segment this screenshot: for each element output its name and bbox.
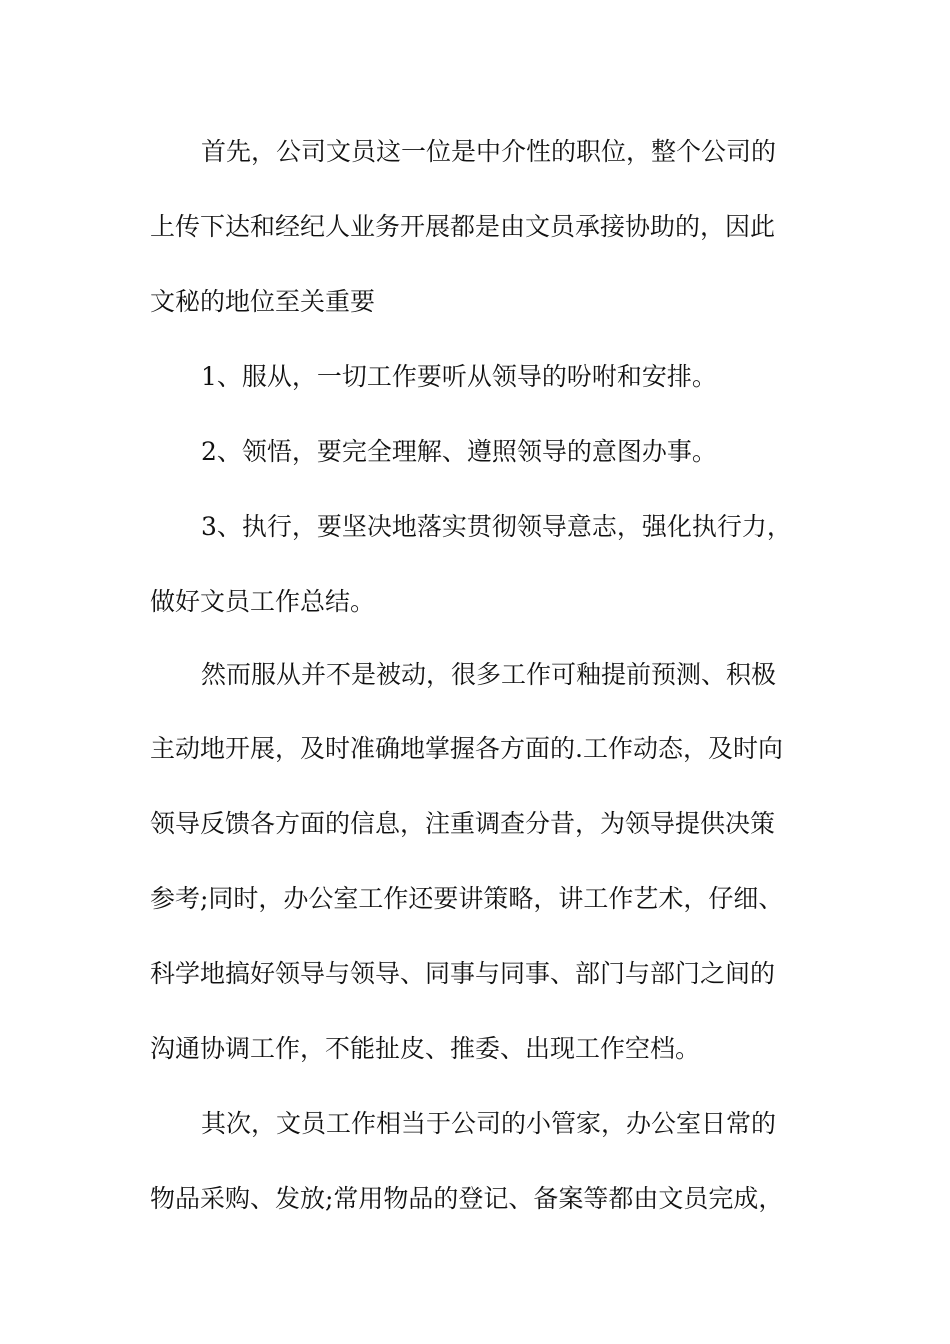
paragraph-2-line-6: 沟通协调工作，不能扯皮、推委、出现工作空档。 [150,1034,701,1063]
paragraph-2-line-4: 参考;同时，办公室工作还要讲策略，讲工作艺术，仔细、 [150,884,784,913]
paragraph-3-line-1: 其次，文员工作相当于公司的小管家，办公室日常的 [201,1109,777,1138]
paragraph-1-line-3: 文秘的地位至关重要 [150,287,376,316]
list-item-2: 2、领悟，要完全理解、遵照领导的意图办事。 [201,437,717,466]
paragraph-2-line-3: 领导反馈各方面的信息，注重调查分昔，为领导提供决策 [150,809,776,838]
paragraph-2-line-1: 然而服从并不是被动，很多工作可釉提前预测、积极 [201,660,777,689]
list-item-3-line-2: 做好文员工作总结。 [150,587,376,616]
paragraph-2-line-5: 科学地搞好领导与领导、同事与同事、部门与部门之间的 [150,959,776,988]
list-item-1: 1、服从，一切工作要听从领导的吩咐和安排。 [201,362,717,391]
list-item-3-line-1: 3、执行，要坚决地落实贯彻领导意志，强化执行力， [201,512,792,541]
paragraph-1-line-1: 首先，公司文员这一位是中介性的职位，整个公司的 [201,137,777,166]
paragraph-3-line-2: 物品采购、发放;常用物品的登记、备案等都由文员完成， [150,1184,784,1213]
paragraph-1-line-2: 上传下达和经纪人业务开展都是由文员承接协助的，因此 [150,212,776,241]
paragraph-2-line-2: 主动地开展，及时准确地掌握各方面的.工作动态，及时向 [150,734,783,763]
